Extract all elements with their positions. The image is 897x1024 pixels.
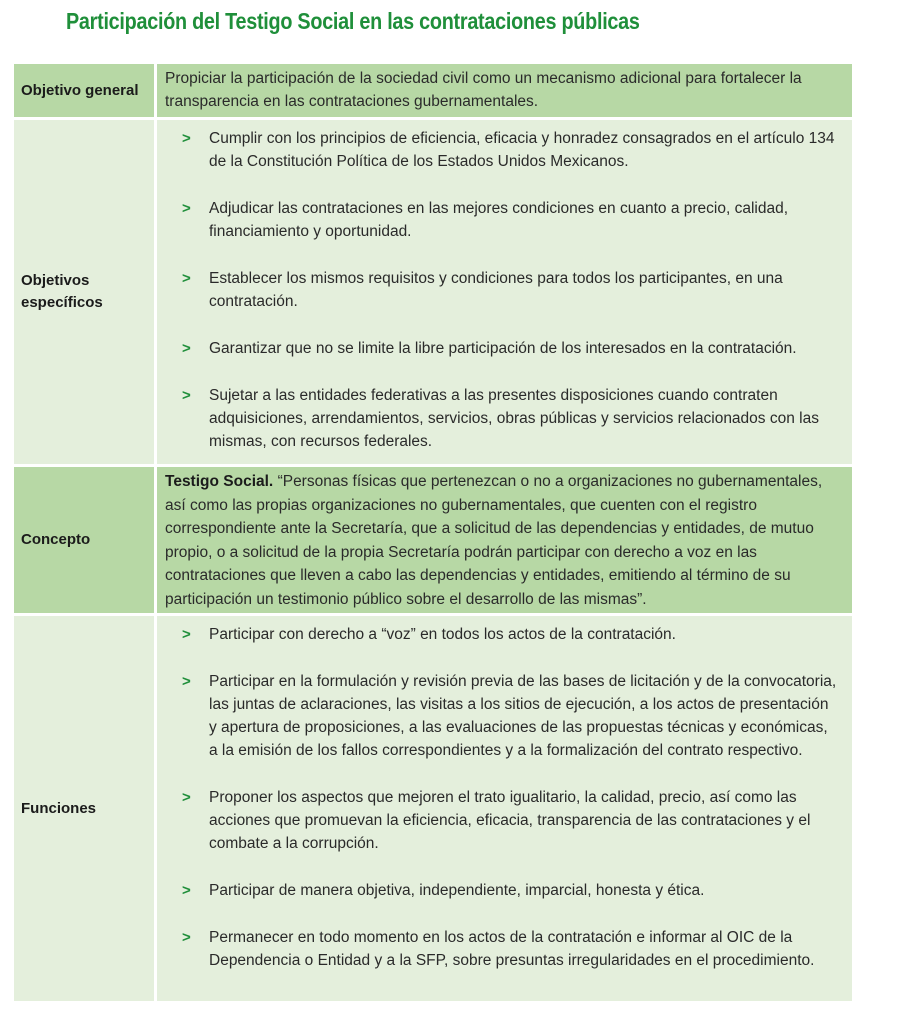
bullet-arrow-icon: > bbox=[182, 789, 191, 806]
list-item bbox=[157, 879, 852, 902]
list-item bbox=[157, 337, 852, 360]
list-item bbox=[157, 926, 852, 972]
list-item-text: Participar con derecho a “voz” en todos los actos de la contratación. bbox=[209, 626, 676, 643]
concepto-text: “Personas físicas que pertenezcan o no a organizaciones no gubernamentales, así como las propias organizaciones no gubernamentales, que cuenten con el registro correspondiente ante la Secretaría, que a solicitud de las dependencias y entidades, de mutuo propio, o a solicitud de la propia Secretaría podrán participar con derecho a voz en las contrataciones que lleven a cabo las dependencias y entidades, emitiendo al término de su participación un testimonio público sobre el desarrollo de las mismas”. bbox=[165, 473, 823, 608]
funciones-list bbox=[157, 623, 852, 972]
bullet-arrow-icon: > bbox=[182, 130, 191, 147]
list-item bbox=[157, 267, 852, 313]
bullet-arrow-icon: > bbox=[182, 929, 191, 946]
page-title: Participación del Testigo Social en las contrataciones públicas bbox=[66, 8, 640, 34]
bullet-arrow-icon: > bbox=[182, 387, 191, 404]
row-funciones bbox=[14, 616, 852, 1001]
list-item bbox=[157, 623, 852, 646]
list-item bbox=[157, 786, 852, 855]
row-label: Objetivos específicos bbox=[14, 120, 154, 464]
list-item-text: Cumplir con los principios de eficiencia, eficacia y honradez consagrados en el artículo 134 de la Constitución Política de los Estados Unidos Mexicanos. bbox=[209, 130, 835, 170]
list-item bbox=[157, 670, 852, 762]
list-item-text: Permanecer en todo momento en los actos de la contratación e informar al OIC de la Dependencia o Entidad y a la SFP, sobre presuntas irregularidades en el procedimiento. bbox=[209, 929, 815, 969]
bullet-arrow-icon: > bbox=[182, 200, 191, 217]
row-content bbox=[154, 616, 852, 1001]
list-item-text: Establecer los mismos requisitos y condiciones para todos los participantes, en una contratación. bbox=[209, 270, 783, 310]
row-objetivo-general bbox=[14, 64, 852, 120]
bullet-arrow-icon: > bbox=[182, 673, 191, 690]
row-content bbox=[154, 64, 852, 117]
list-item bbox=[157, 384, 852, 453]
row-content bbox=[154, 467, 852, 613]
objetivo-general-text: Propiciar la participación de la sociedad civil como un mecanismo adicional para fortalecer la transparencia en las contrataciones gubernamentales. bbox=[165, 70, 802, 110]
list-item-text: Participar en la formulación y revisión previa de las bases de licitación y de la convocatoria, las juntas de aclaraciones, las visitas a los sitios de ejecución, a los actos de presentación y apertura de proposiciones, a las evaluaciones de las propuestas técnicas y económicas, a la emisión de los fallos correspondientes y a la formalización del contrato respectivo. bbox=[209, 673, 837, 759]
bullet-arrow-icon: > bbox=[182, 270, 191, 287]
info-table bbox=[14, 64, 852, 1001]
list-item bbox=[157, 127, 852, 173]
list-item bbox=[157, 197, 852, 243]
objetivos-list bbox=[157, 127, 852, 453]
row-objetivos-especificos bbox=[14, 120, 852, 467]
list-item-text: Sujetar a las entidades federativas a las presentes disposiciones cuando contraten adquisiciones, arrendamientos, servicios, obras públicas y servicios relacionados con las mismas, con recursos federales. bbox=[209, 387, 819, 450]
row-label: Objetivo general bbox=[14, 64, 154, 117]
row-concepto bbox=[14, 467, 852, 616]
bullet-arrow-icon: > bbox=[182, 340, 191, 357]
list-item-text: Participar de manera objetiva, independiente, imparcial, honesta y ética. bbox=[209, 882, 705, 899]
row-label: Concepto bbox=[14, 467, 154, 613]
bullet-arrow-icon: > bbox=[182, 626, 191, 643]
list-item-text: Garantizar que no se limite la libre participación de los interesados en la contratación. bbox=[209, 340, 797, 357]
bullet-arrow-icon: > bbox=[182, 882, 191, 899]
concepto-term: Testigo Social. bbox=[165, 473, 274, 490]
list-item-text: Proponer los aspectos que mejoren el trato igualitario, la calidad, precio, así como las acciones que promuevan la eficiencia, eficacia, transparencia de las contrataciones y el combate a la corrupción. bbox=[209, 789, 811, 852]
list-item-text: Adjudicar las contrataciones en las mejores condiciones en cuanto a precio, calidad, financiamiento y oportunidad. bbox=[209, 200, 789, 240]
row-content bbox=[154, 120, 852, 464]
row-label: Funciones bbox=[14, 616, 154, 1001]
